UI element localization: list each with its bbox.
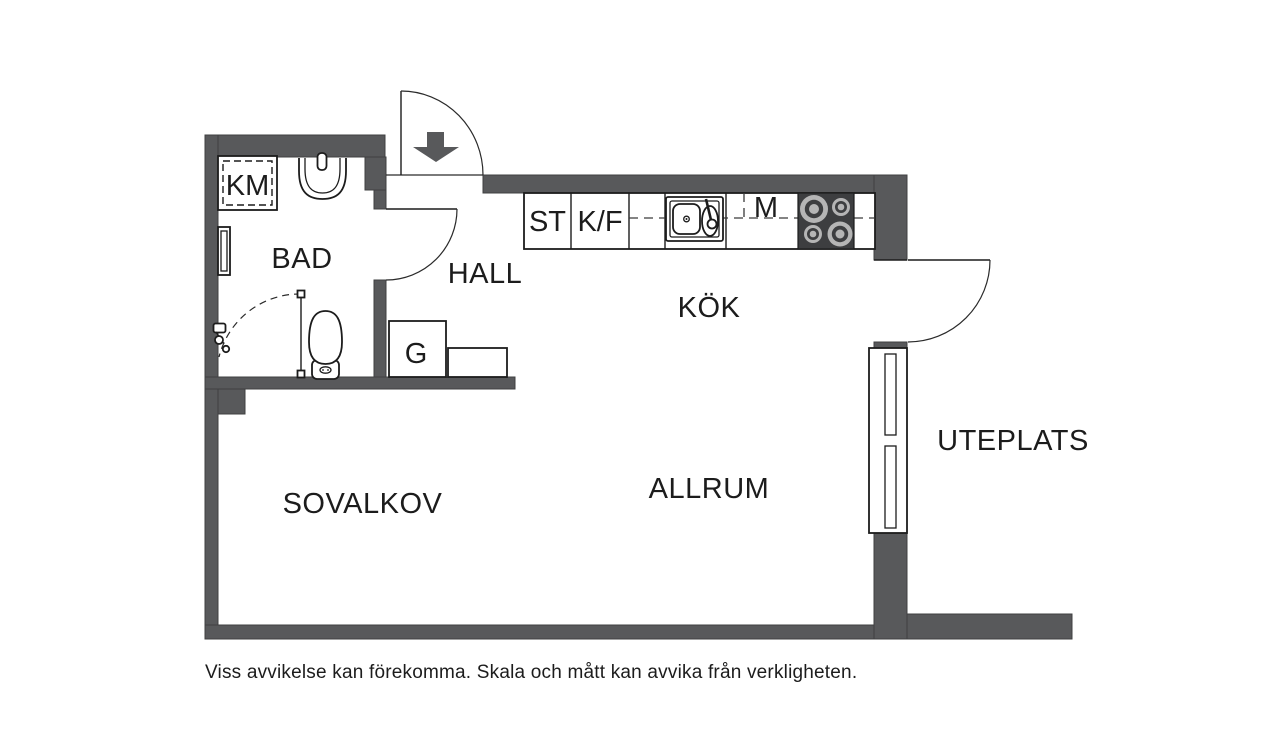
balcony-door xyxy=(874,260,990,342)
wall-sovalkov-jog xyxy=(218,389,245,414)
room-label-sovalkov: SOVALKOV xyxy=(282,488,443,520)
disclaimer-text: Viss avvikelse kan förekomma. Skala och mått kan avvika från verkligheten. xyxy=(205,662,858,683)
shower-door-hinge-bottom xyxy=(298,371,305,378)
kitchen-sink xyxy=(666,197,723,241)
balcony-door-swing-arc xyxy=(908,260,990,342)
shower-door-swing-arc xyxy=(219,294,301,357)
wall-entry-jamb xyxy=(365,157,386,190)
wall-right-upper xyxy=(874,175,907,260)
wall-bathroom-right xyxy=(374,280,386,377)
label-st: ST xyxy=(528,206,567,238)
bathroom-sink xyxy=(299,153,346,199)
label-kf: K/F xyxy=(577,206,623,238)
label-washing-machine: KM xyxy=(225,170,270,202)
wall-uteplats-bottom xyxy=(907,614,1072,639)
sink-faucet xyxy=(318,153,327,170)
bathroom-door xyxy=(386,209,457,280)
wall-top-kitchen xyxy=(483,175,907,193)
wall-bathroom-south xyxy=(205,377,515,389)
room-label-bad: BAD xyxy=(271,243,333,275)
radiator xyxy=(218,227,230,275)
wall-bottom-exterior xyxy=(205,625,907,639)
stove-burner xyxy=(832,198,850,216)
stove-burner xyxy=(828,222,853,247)
toilet-bowl xyxy=(309,311,342,364)
room-label-hall: HALL xyxy=(447,258,523,290)
room-label-uteplats: UTEPLATS xyxy=(937,425,1089,457)
stove-burner xyxy=(800,195,828,223)
label-wardrobe: G xyxy=(404,338,428,370)
toilet xyxy=(309,311,342,379)
stove-burner xyxy=(804,225,822,243)
sink-faucet-base xyxy=(708,220,717,229)
entry-arrow-icon xyxy=(413,132,459,162)
shower-door xyxy=(219,291,305,378)
balcony-window xyxy=(869,348,907,533)
wall-right-lower xyxy=(874,533,907,639)
label-m: M xyxy=(753,192,779,224)
shower-door-hinge-top xyxy=(298,291,305,298)
hall-bench xyxy=(448,348,507,377)
wall-top-bathroom xyxy=(205,135,385,157)
wall-entry-jamb-stub xyxy=(374,190,386,209)
bathroom-door-swing-arc xyxy=(386,209,457,280)
room-label-allrum: ALLRUM xyxy=(648,473,770,505)
room-label-kok: KÖK xyxy=(677,292,741,324)
entry-door xyxy=(386,91,483,175)
stove xyxy=(798,193,854,249)
